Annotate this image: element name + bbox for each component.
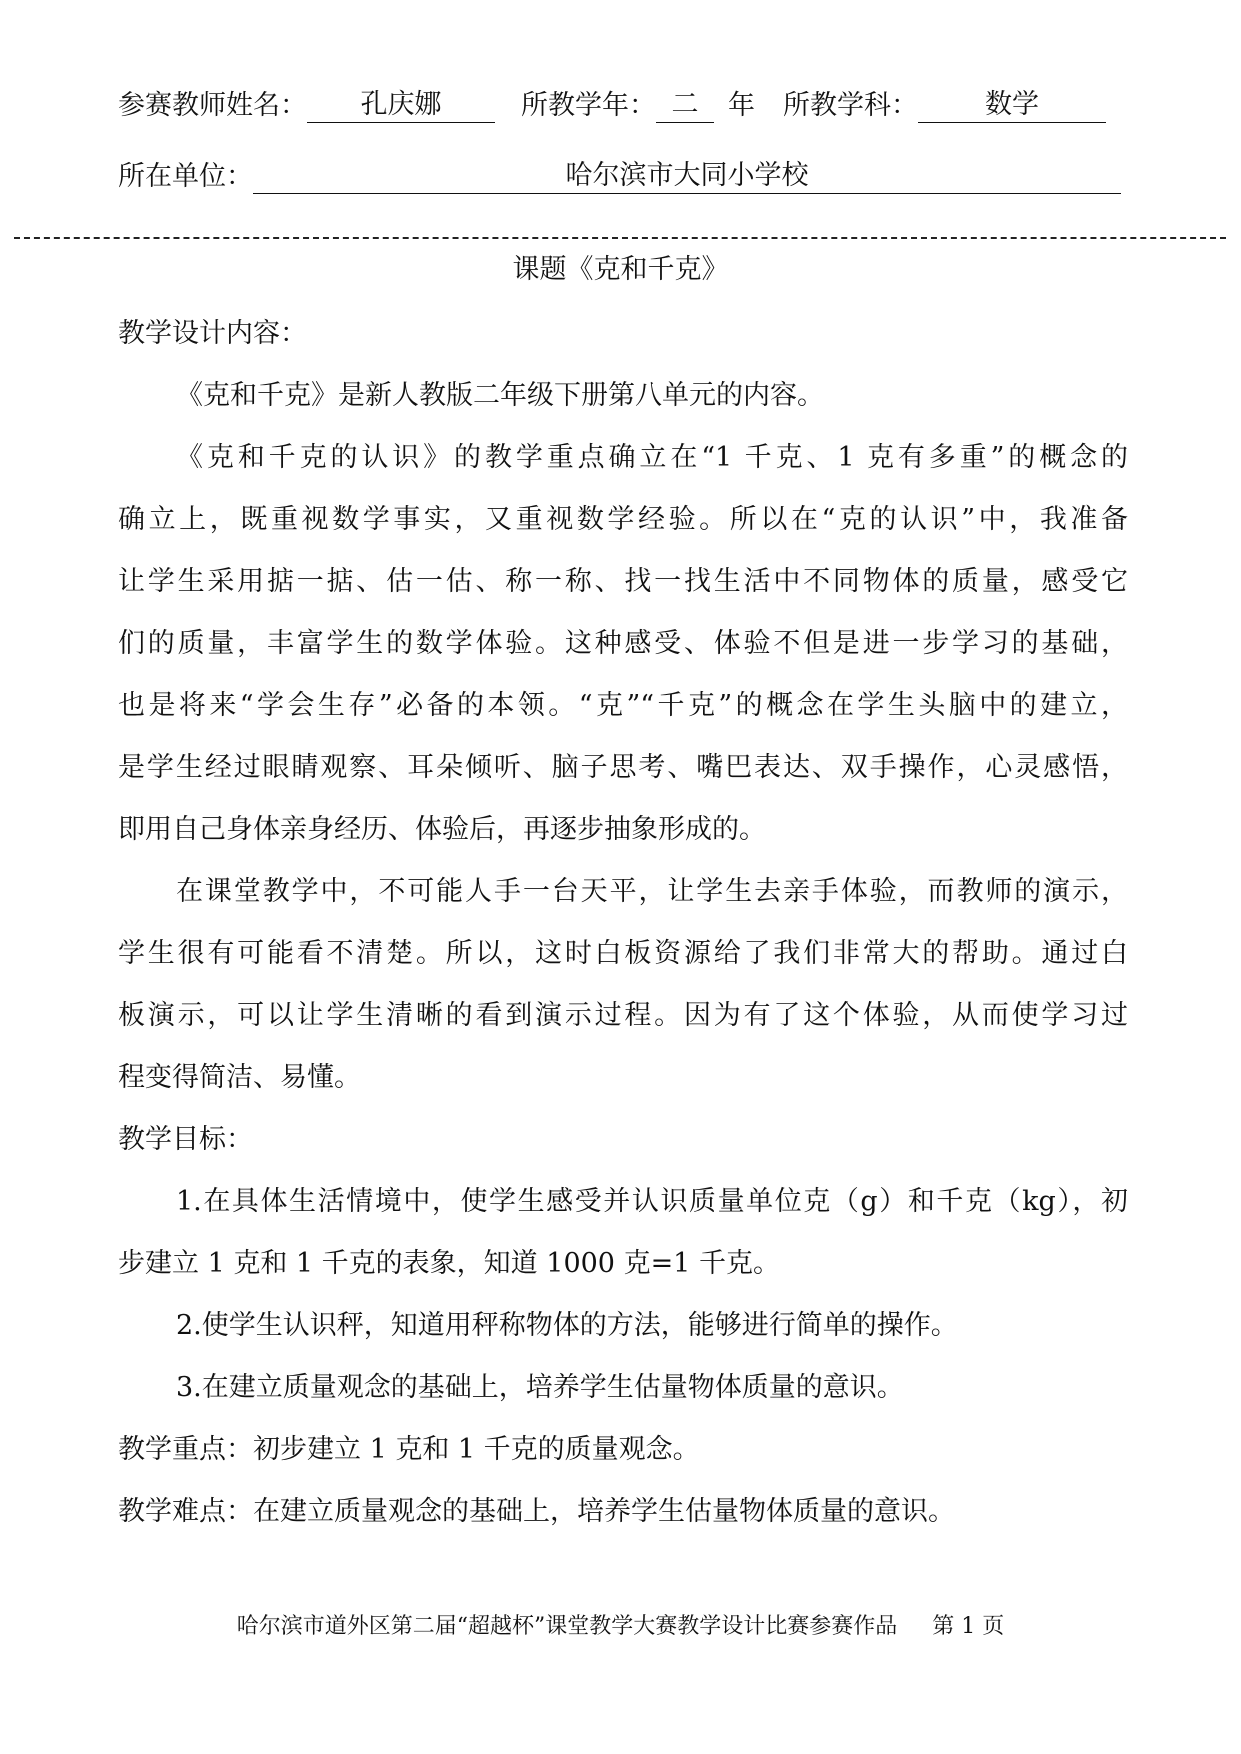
goal-1-line: 1.在具体生活情境中，使学生感受并认识质量单位克（g）和千克（kg），初 bbox=[176, 1186, 1128, 1217]
header-info-row bbox=[118, 88, 1106, 123]
key-point: 教学重点：初步建立 1 克和 1 千克的质量观念。 bbox=[118, 1434, 700, 1465]
design-paragraph-2-line: 《克和千克的认识》的教学重点确立在“1 千克、1 克有多重”的概念的 bbox=[176, 442, 1128, 473]
footer-text: 哈尔滨市道外区第二届“超越杯”课堂教学大赛教学设计比赛参赛作品 bbox=[236, 1614, 898, 1639]
design-paragraph-2-line: 让学生采用掂一掂、估一估、称一称、找一找生活中不同物体的质量，感受它 bbox=[118, 566, 1128, 597]
design-paragraph-3-line: 程变得简洁、易懂。 bbox=[118, 1062, 361, 1093]
difficulty: 教学难点：在建立质量观念的基础上，培养学生估量物体质量的意识。 bbox=[118, 1496, 955, 1527]
design-paragraph-3-line: 学生很有可能看不清楚。所以，这时白板资源给了我们非常大的帮助。通过白 bbox=[118, 938, 1128, 969]
unit-label: 所在单位： bbox=[118, 161, 253, 192]
design-paragraph-3-line: 在课堂教学中，不可能人手一台天平，让学生去亲手体验，而教师的演示， bbox=[176, 876, 1128, 907]
lesson-title: 课题《克和千克》 bbox=[512, 254, 729, 285]
teacher-name: 孔庆娜 bbox=[307, 88, 495, 123]
goal-3: 3.在建立质量观念的基础上，培养学生估量物体质量的意识。 bbox=[176, 1372, 904, 1403]
grade-suffix: 年 bbox=[728, 90, 755, 121]
design-paragraph-3-line: 板演示，可以让学生清晰的看到演示过程。因为有了这个体验，从而使学习过 bbox=[118, 1000, 1128, 1031]
goal-2: 2.使学生认识秤，知道用秤称物体的方法，能够进行简单的操作。 bbox=[176, 1310, 958, 1341]
page-footer bbox=[0, 1612, 1241, 1642]
subject-value: 数学 bbox=[918, 88, 1106, 123]
teacher-label: 参赛教师姓名： bbox=[118, 90, 307, 121]
goal-1-line: 步建立 1 克和 1 千克的表象，知道 1000 克=1 千克。 bbox=[118, 1248, 780, 1279]
design-heading: 教学设计内容： bbox=[118, 318, 307, 349]
goals-heading: 教学目标： bbox=[118, 1124, 253, 1155]
dashed-divider bbox=[14, 237, 1226, 239]
grade-value: 二 bbox=[656, 88, 714, 123]
design-paragraph-2-line: 是学生经过眼睛观察、耳朵倾听、脑子思考、嘴巴表达、双手操作，心灵感悟， bbox=[118, 752, 1128, 783]
page-number: 第 1 页 bbox=[932, 1614, 1005, 1639]
subject-label: 所教学科： bbox=[783, 90, 918, 121]
grade-label: 所教学年： bbox=[521, 90, 656, 121]
header-unit-row bbox=[118, 159, 1121, 194]
design-paragraph-2-line: 即用自己身体亲身经历、体验后，再逐步抽象形成的。 bbox=[118, 814, 766, 845]
design-paragraph-2-line: 们的质量，丰富学生的数学体验。这种感受、体验不但是进一步学习的基础， bbox=[118, 628, 1128, 659]
design-paragraph-2-line: 也是将来“学会生存”必备的本领。“克”“千克”的概念在学生头脑中的建立， bbox=[118, 690, 1128, 721]
design-paragraph-2-line: 确立上，既重视数学事实，又重视数学经验。所以在“克的认识”中，我准备 bbox=[118, 504, 1128, 535]
design-paragraph-1: 《克和千克》是新人教版二年级下册第八单元的内容。 bbox=[176, 380, 824, 411]
unit-value: 哈尔滨市大同小学校 bbox=[253, 159, 1121, 194]
